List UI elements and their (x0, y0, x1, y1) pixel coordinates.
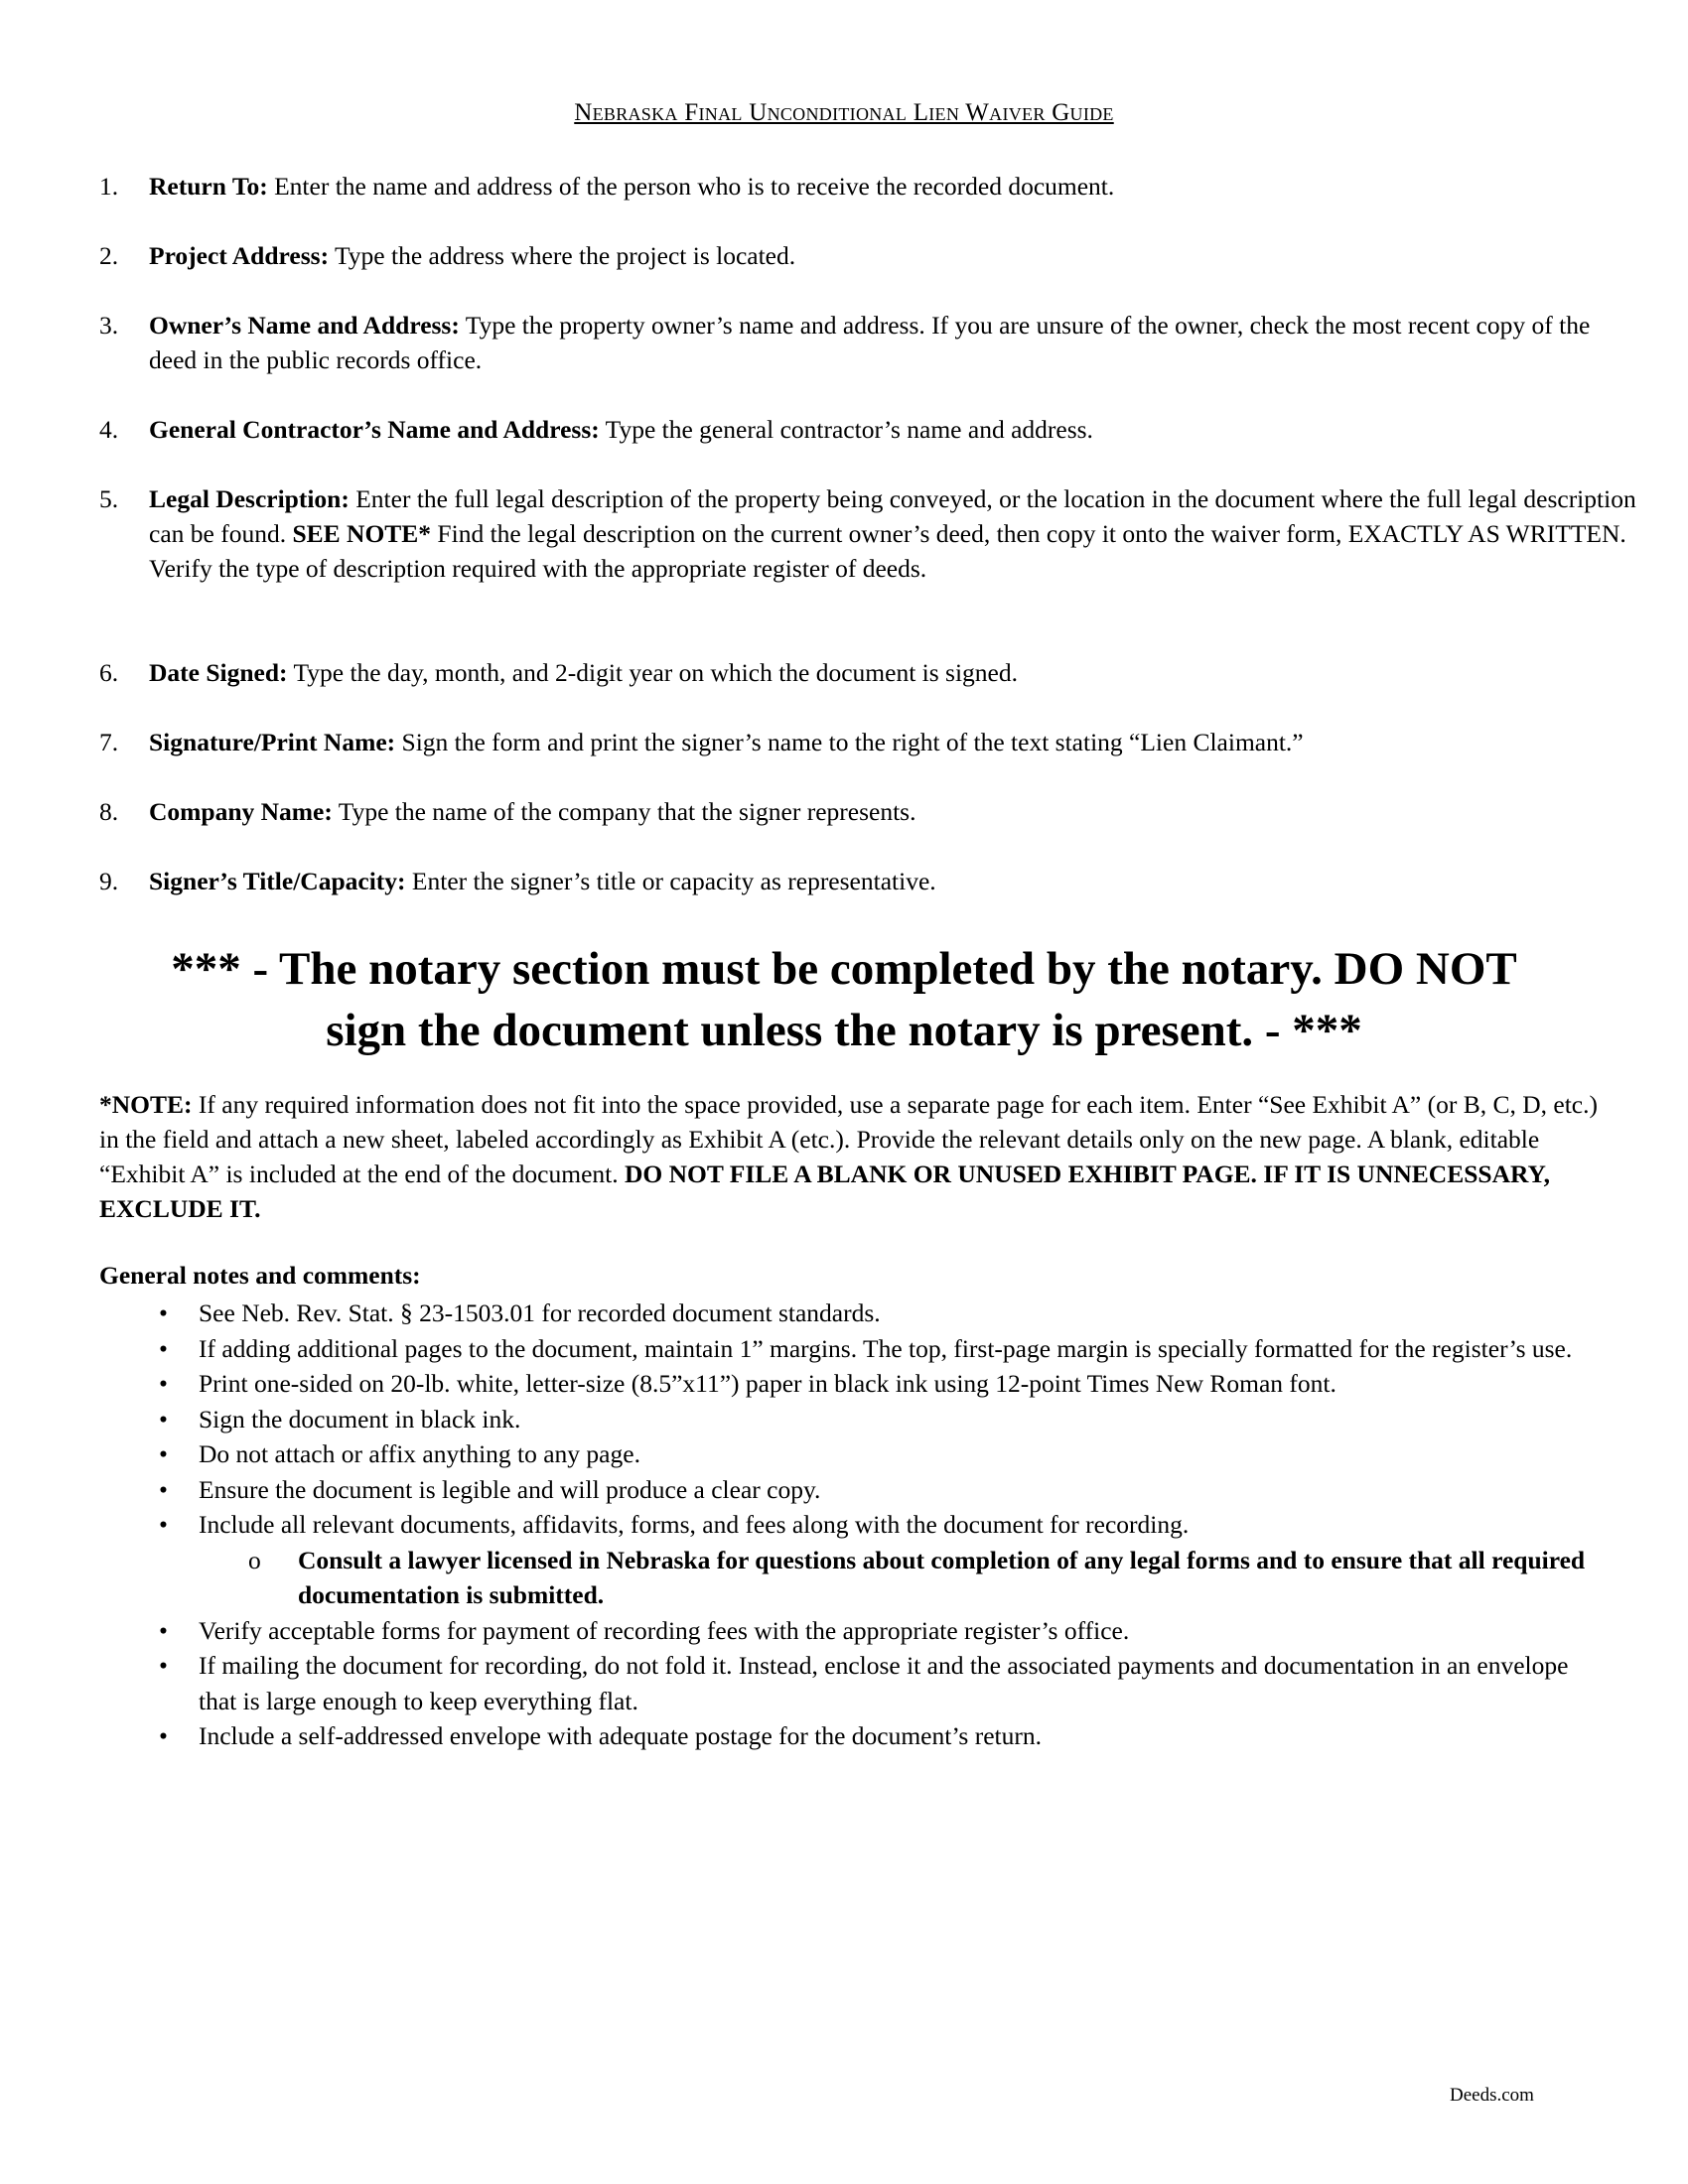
step-number: 5. (99, 484, 119, 513)
step-text-continued: Find the legal description on the current owner’s deed, then copy it onto the waiver form, EXACTLY AS WRITTEN. Verify the type of description required with the appropriate register of deeds. (149, 519, 1626, 583)
list-item: • Sign the document in black ink. (99, 1402, 1609, 1437)
list-item: • Ensure the document is legible and will produce a clear copy. (99, 1472, 1609, 1508)
step-label: Signer’s Title/Capacity: (149, 867, 406, 895)
general-notes-list (99, 1296, 1609, 1754)
step-return-to (99, 169, 1589, 204)
list-item: • If mailing the document for recording, do not fold it. Instead, enclose it and the associated payments and documentation in an envelope that is large enough to keep everything flat. (99, 1648, 1609, 1718)
step-text: Enter the signer’s title or capacity as representative. (405, 867, 936, 895)
step-text: Sign the form and print the signer’s name to the right of the text stating “Lien Claimant.” (395, 728, 1304, 756)
step-label: Legal Description: (149, 484, 350, 513)
step-text: Type the name of the company that the signer represents. (332, 797, 916, 826)
step-label: Project Address: (149, 241, 330, 270)
step-label: Date Signed: (149, 658, 288, 687)
step-number: 8. (99, 797, 119, 826)
list-item: • Verify acceptable forms for payment of recording fees with the appropriate register’s office. (99, 1613, 1609, 1649)
sub-bullet-icon: o (248, 1545, 261, 1574)
step-number: 6. (99, 658, 119, 687)
general-notes-heading: General notes and comments: (99, 1261, 421, 1290)
list-item: • Do not attach or affix anything to any page. (99, 1436, 1609, 1472)
step-number: 9. (99, 867, 119, 895)
step-label: General Contractor’s Name and Address: (149, 415, 600, 444)
step-text: Type the general contractor’s name and address. (599, 415, 1093, 444)
page-title: Nebraska Final Unconditional Lien Waiver Guide (574, 99, 1114, 126)
step-text: Enter the name and address of the person who is to receive the recorded document. (267, 172, 1115, 201)
step-legal-description (99, 481, 1636, 586)
bullet-icon: • (159, 1333, 168, 1363)
list-item: • Print one-sided on 20-lb. white, letter-size (8.5”x11”) paper in black ink using 12-point Times New Roman font. (99, 1366, 1609, 1402)
bullet-icon: • (159, 1615, 168, 1645)
step-number: 4. (99, 415, 119, 444)
step-text: Type the day, month, and 2-digit year on which the document is signed. (287, 658, 1018, 687)
notary-warning-line-2: sign the document unless the notary is present. - *** (326, 1005, 1362, 1056)
bullet-icon: • (159, 1369, 168, 1398)
step-text: Type the property owner’s name and address. If you are unsure of the owner, check the most recent copy of the deed in the public records office. (149, 311, 1591, 374)
step-signer-title (99, 864, 1589, 898)
bullet-icon: • (159, 1651, 168, 1680)
note-label: *NOTE: (99, 1090, 193, 1119)
see-note-callout: SEE NOTE* (292, 519, 432, 548)
bullet-icon: • (159, 1721, 168, 1750)
step-general-contractor (99, 412, 1589, 447)
note-bold-text: DO NOT FILE A BLANK OR UNUSED EXHIBIT PAGE. IF IT IS UNNECESSARY, EXCLUDE IT. (99, 1160, 1550, 1223)
bullet-icon: • (159, 1510, 168, 1539)
step-label: Company Name: (149, 797, 333, 826)
bullet-icon: • (159, 1298, 168, 1327)
notary-warning (99, 938, 1589, 1061)
step-label: Owner’s Name and Address: (149, 311, 460, 340)
step-number: 2. (99, 241, 119, 270)
step-signature-print-name (99, 725, 1589, 759)
step-project-address (99, 238, 1589, 273)
step-number: 7. (99, 728, 119, 756)
sub-list-item: o Consult a lawyer licensed in Nebraska for questions about completion of any legal forms and to ensure that all required documentation is submitted. (99, 1543, 1609, 1613)
note-text: If any required information does not fit into the space provided, use a separate page for each item. Enter “See Exhibit A” (or B, C, D, etc.) in the field and attach a new sheet, labeled accordingly as Exhibit A (etc.). Provide the relevant details only on the new page. A blank, editable “Exhibit A” is included at the end of the document. (99, 1090, 1598, 1188)
step-text: Enter the full legal description of the property being conveyed, or the location in the document where the full legal description can be found. (149, 484, 1636, 548)
step-number: 1. (99, 172, 119, 201)
bullet-icon: • (159, 1474, 168, 1504)
exhibit-note (99, 1087, 1609, 1226)
step-label: Signature/Print Name: (149, 728, 396, 756)
step-number: 3. (99, 311, 119, 340)
list-item: • Include all relevant documents, affidavits, forms, and fees along with the document for recording. (99, 1507, 1609, 1543)
step-company-name (99, 794, 1589, 829)
notary-warning-line-1: *** - The notary section must be completed by the notary. DO NOT (171, 943, 1517, 995)
list-item: • Include a self-addressed envelope with adequate postage for the document’s return. (99, 1718, 1609, 1754)
step-date-signed (99, 655, 1589, 690)
step-label: Return To: (149, 172, 268, 201)
bullet-icon: • (159, 1439, 168, 1468)
step-owner-name-address (99, 308, 1589, 377)
list-item: • See Neb. Rev. Stat. § 23-1503.01 for recorded document standards. (99, 1296, 1609, 1331)
list-item: • If adding additional pages to the document, maintain 1” margins. The top, first-page margin is specially formatted for the register’s use. (99, 1331, 1609, 1367)
step-text: Type the address where the project is located. (329, 241, 796, 270)
bullet-icon: • (159, 1404, 168, 1433)
footer-brand: Deeds.com (1450, 2085, 1534, 2106)
